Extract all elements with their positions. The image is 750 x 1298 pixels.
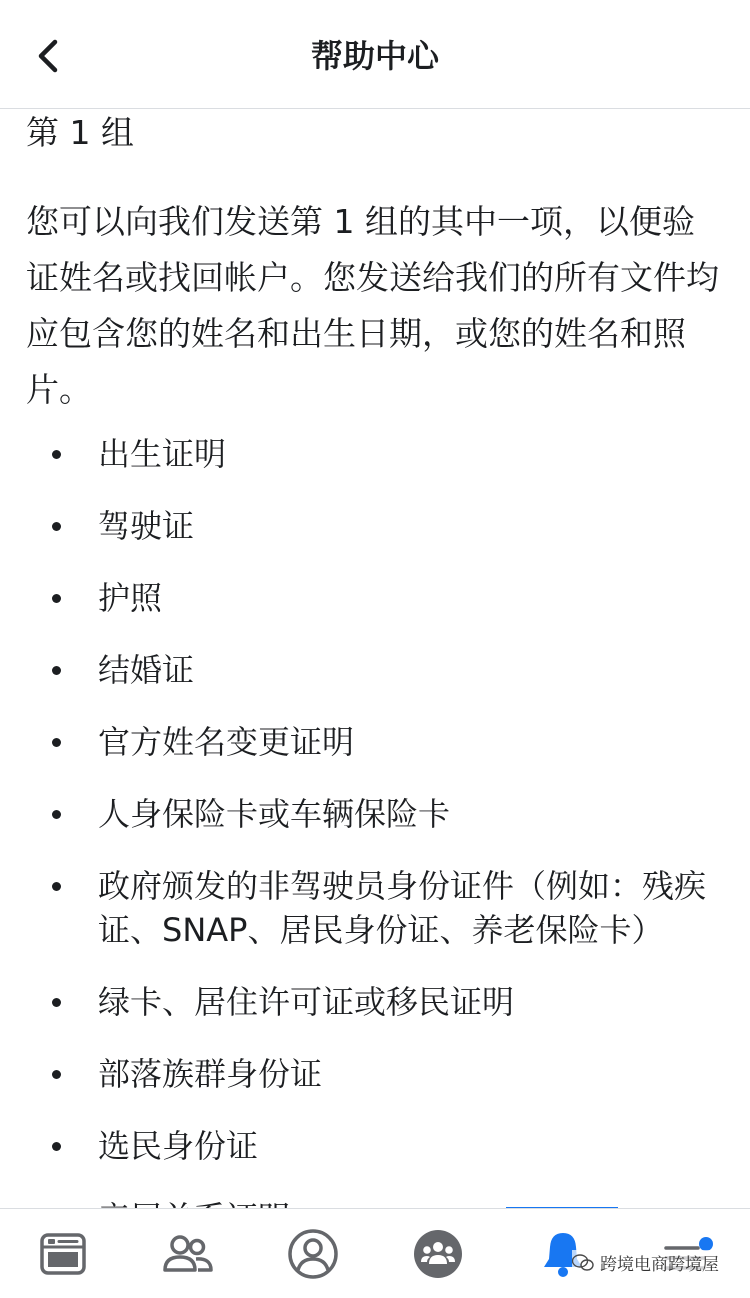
watermark-text: 跨境电商跨境屋 xyxy=(600,1255,719,1275)
tab-profile[interactable] xyxy=(250,1209,375,1298)
document-list-item xyxy=(26,792,726,836)
tab-friends[interactable] xyxy=(125,1209,250,1298)
document-list-item xyxy=(26,576,726,620)
groups-icon xyxy=(412,1228,464,1280)
document-list-item-text: 绿卡、居住许可证或移民证明 xyxy=(98,983,515,1021)
bullet-icon xyxy=(52,738,61,747)
document-list-item-text: 护照 xyxy=(98,579,163,617)
document-list-item-text: 出生证明 xyxy=(98,435,227,473)
document-list-item-text: 选民身份证 xyxy=(98,1127,259,1165)
bullet-icon xyxy=(52,882,61,891)
profile-icon xyxy=(287,1228,339,1280)
document-list-item xyxy=(26,432,726,476)
tab-groups[interactable] xyxy=(375,1209,500,1298)
document-list-item-text: 政府颁发的非驾驶员身份证件（例如：残疾证、SNAP、居民身份证、养老保险卡） xyxy=(98,867,707,949)
document-list-item xyxy=(26,980,726,1024)
section-intro-text: 您可以向我们发送第 1 组的其中一项，以便验证姓名或找回帐户。您发送给我们的所有文件均应包含您的姓名和出生日期，或您的姓名和照片。 xyxy=(26,202,719,409)
tab-news-feed[interactable] xyxy=(0,1209,125,1298)
document-list-item-text: 驾驶证 xyxy=(98,507,195,545)
bullet-icon xyxy=(52,594,61,603)
section-title: 第 1 组 xyxy=(26,113,134,152)
page-title: 帮助中心 xyxy=(310,37,439,75)
document-list-item-text: 结婚证 xyxy=(98,651,195,689)
document-list-item xyxy=(26,864,726,952)
document-list-item xyxy=(26,1124,726,1168)
top-navigation-bar xyxy=(0,0,750,109)
document-list-item-text: 人身保险卡或车辆保险卡 xyxy=(98,795,451,833)
document-list xyxy=(26,432,726,1240)
bullet-icon xyxy=(52,1070,61,1079)
news-feed-icon xyxy=(39,1230,87,1278)
document-list-item-text: 部落族群身份证 xyxy=(98,1055,323,1093)
watermark xyxy=(572,1250,719,1275)
wechat-logo-icon xyxy=(572,1254,594,1272)
bullet-icon xyxy=(52,1142,61,1151)
document-list-item xyxy=(26,720,726,764)
document-list-item xyxy=(26,648,726,692)
bullet-icon xyxy=(52,522,61,531)
document-list-item xyxy=(26,1052,726,1096)
friends-icon xyxy=(162,1230,214,1278)
bullet-icon xyxy=(52,450,61,459)
bullet-icon xyxy=(52,810,61,819)
document-list-item xyxy=(26,504,726,548)
bullet-icon xyxy=(52,998,61,1007)
bullet-icon xyxy=(52,666,61,675)
document-list-item-text: 官方姓名变更证明 xyxy=(98,723,355,761)
help-article-content xyxy=(26,108,726,1268)
